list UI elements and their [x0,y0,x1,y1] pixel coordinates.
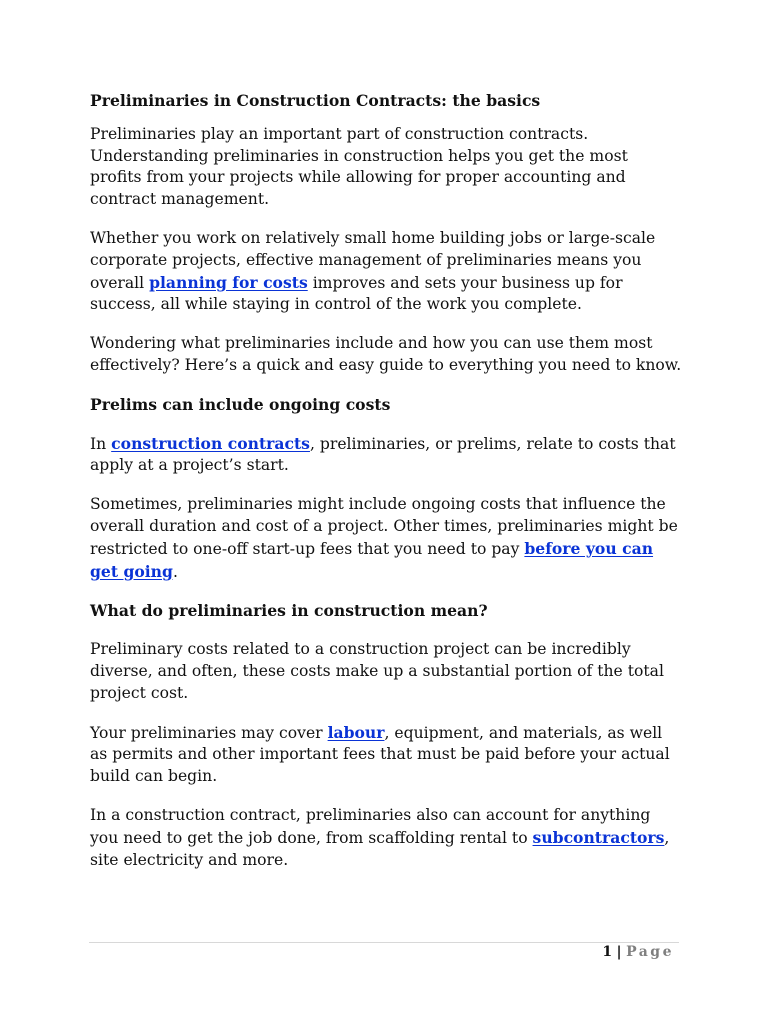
footer-divider [89,942,679,943]
footer-separator: | [616,944,622,960]
paragraph-text: Sometimes, preliminaries might include ongoing costs that influence the overall duration and cost of a project. Other times, preliminaries might be restricted to one-off start-up fees that you need to pay [90,495,678,558]
paragraph-text: , preliminaries, or prelims, relate to costs that apply at a project’s start. [90,434,676,475]
paragraph-text: . [172,562,178,581]
footer-page-word: Page [626,944,674,960]
document-page [90,90,682,888]
paragraph-labour [90,722,682,788]
page-number: 1 [602,944,613,960]
document-title: Preliminaries in Construction Contracts: the basics [90,91,541,110]
paragraph-ongoing-costs [90,494,682,583]
paragraph-subcontractors [90,805,682,871]
section-heading-meaning: What do preliminaries in construction mean? [90,601,488,621]
paragraph-text: Whether you work on relatively small home building jobs or large-scale corporate projects, effective management of preliminaries means you overall [90,228,656,292]
paragraph-text: improves and sets your business up for success, all while staying in control of the work you complete. [90,273,623,314]
page-footer [602,942,674,962]
paragraph-preliminary-costs: Preliminary costs related to a construction project can be incredibly diverse, and often, these costs make up a substantial portion of the total project cost. [90,640,664,702]
link-planning-for-costs[interactable]: planning for costs [149,272,308,292]
section-heading-ongoing-costs: Prelims can include ongoing costs [90,394,391,414]
link-labour[interactable]: labour [327,722,385,742]
paragraph-text: , site electricity and more. [90,828,670,869]
paragraph-text: Your preliminaries may cover [90,723,328,742]
link-before-you-can-get-going[interactable]: before you can get going [90,538,654,581]
paragraph-management [90,228,682,316]
link-subcontractors[interactable]: subcontractors [532,827,665,847]
paragraph-text: In [90,434,112,453]
link-construction-contracts[interactable]: construction contracts [111,433,310,453]
paragraph-text: , equipment, and materials, as well as permits and other important fees that must be paid before your actual build can begin. [90,723,670,786]
paragraph-text: In a construction contract, preliminaries also can account for anything you need to get the job done, from scaffolding rental to [90,805,651,847]
paragraph-intro: Preliminaries play an important part of construction contracts. Understanding preliminaries in construction helps you get the most profits from your projects while allowing for proper accounting and contract management. [90,124,628,209]
paragraph-guide: Wondering what preliminaries include and how you can use them most effectively? Here’s a quick and easy guide to everything you need to know. [90,334,682,374]
paragraph-construction-contracts [90,433,682,478]
